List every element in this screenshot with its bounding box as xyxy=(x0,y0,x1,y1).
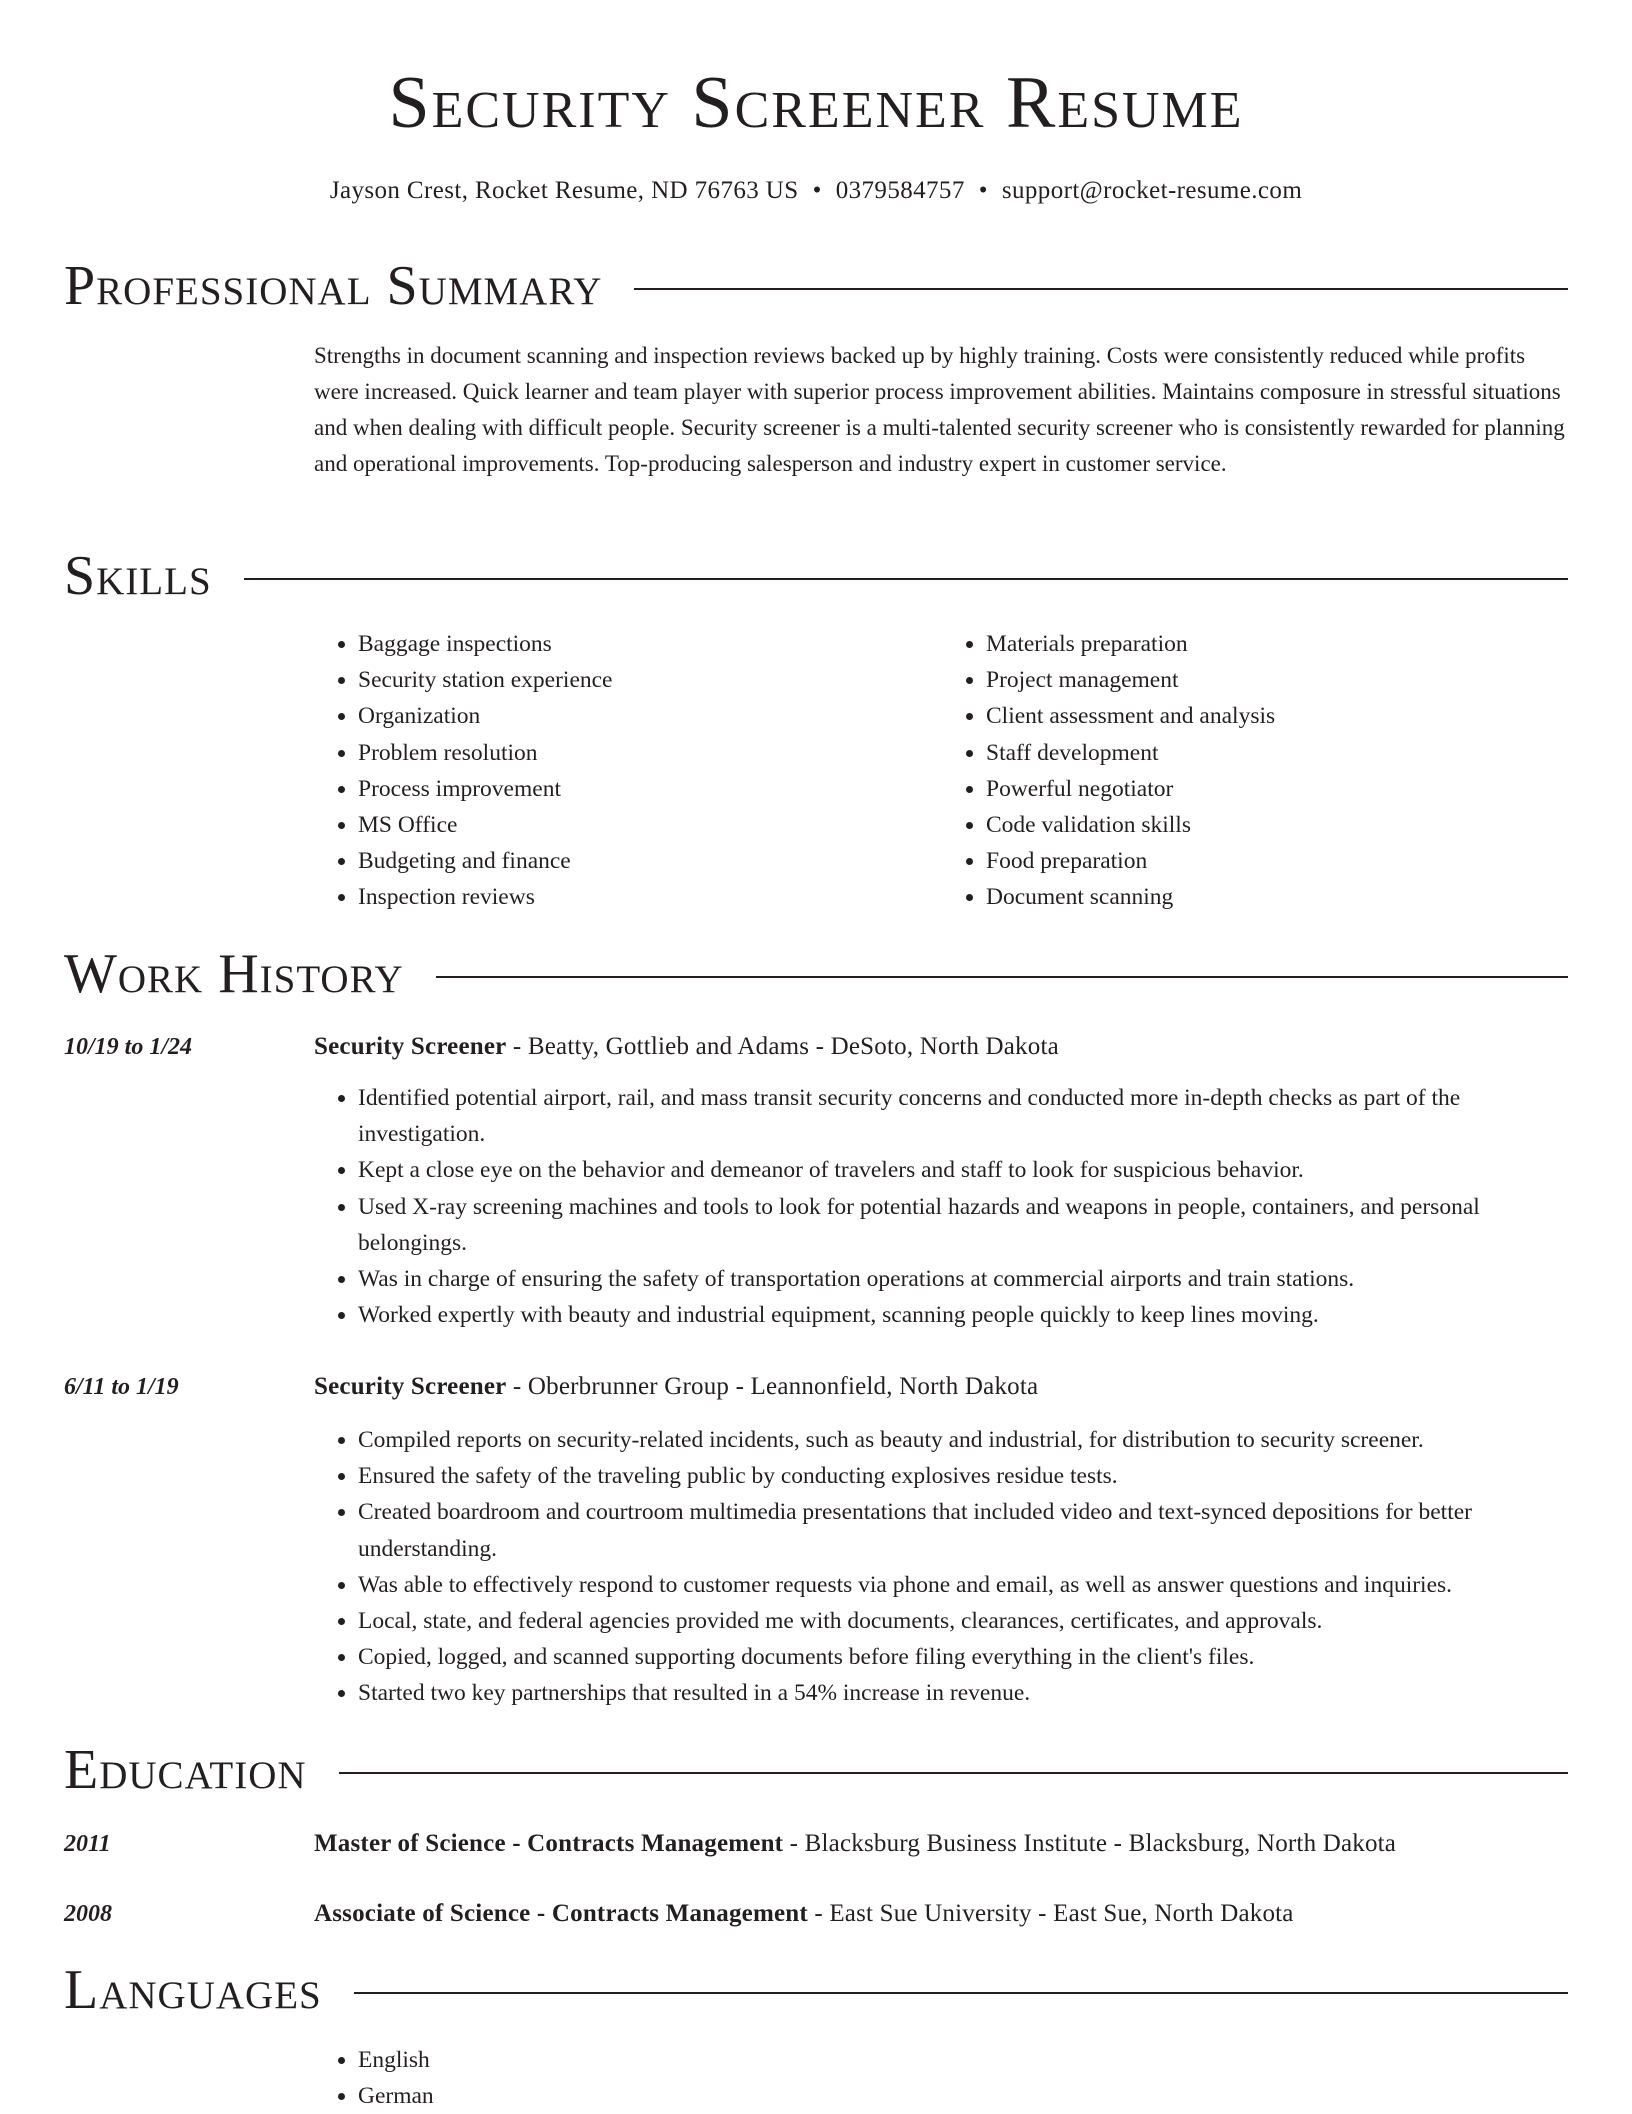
work-bullet: • Ensured the safety of the traveling public by conducting explosives residue tests. xyxy=(358,1458,1570,1494)
languages-section-heading xyxy=(64,1958,1568,2022)
skill-item: • Powerful negotiator xyxy=(986,771,1570,807)
education-line xyxy=(314,1896,1570,1932)
skill-item: • Client assessment and analysis xyxy=(986,698,1570,734)
skill-item: • Problem resolution xyxy=(358,735,942,771)
education-year: 2008 xyxy=(64,1901,112,1927)
resume-title: Security Screener Resume xyxy=(388,62,1244,144)
summary-text: Strengths in document scanning and inspection reviews backed up by highly training. Costs were consistently reduced while profits were increased. Quick learner and team player with superior process improvement abilities. Maintains composure in stressful situations and when dealing with difficult people. Security screener is a multi-talented security screener who is consistently rewarded for planning and operational improvements. Top-producing salesperson and industry expert in customer service. xyxy=(314,343,1565,476)
work-heading-line xyxy=(314,1029,1570,1065)
work-heading-line xyxy=(314,1369,1570,1405)
skill-item: • Baggage inspections xyxy=(358,626,942,662)
skills-columns xyxy=(314,626,1570,916)
contact-separator: • xyxy=(812,177,822,204)
school-details: - Blacksburg Business Institute - Blacksburg, North Dakota xyxy=(783,1830,1397,1857)
work-bullet: • Kept a close eye on the behavior and demeanor of travelers and staff to look for suspicious behavior. xyxy=(358,1152,1570,1188)
job-title: Security Screener xyxy=(314,1373,507,1400)
work-bullet: • Used X-ray screening machines and tools to look for potential hazards and weapons in people, containers, and personal belongings. xyxy=(358,1189,1570,1261)
skill-item: • Organization xyxy=(358,698,942,734)
degree: Master of Science - Contracts Management xyxy=(314,1830,784,1857)
skill-item: • Code validation skills xyxy=(986,807,1570,843)
section-divider xyxy=(436,976,1568,978)
skill-item: • Staff development xyxy=(986,735,1570,771)
languages-list xyxy=(314,2042,958,2114)
section-divider xyxy=(354,1992,1568,1994)
contact-email[interactable]: support@rocket-resume.com xyxy=(1001,177,1303,204)
section-divider xyxy=(634,288,1568,290)
education-heading: Education xyxy=(64,1739,307,1801)
contact-phone: 0379584757 xyxy=(835,177,965,204)
work-bullet: • Copied, logged, and scanned supporting documents before filing everything in the client's files. xyxy=(358,1639,1570,1675)
skill-item: • Budgeting and finance xyxy=(358,843,942,879)
work-bullets xyxy=(314,1080,1570,1333)
work-bullet: • Was able to effectively respond to customer requests via phone and email, as well as answer questions and inquiries. xyxy=(358,1567,1570,1603)
skill-item: • Process improvement xyxy=(358,771,942,807)
skill-item: • Security station experience xyxy=(358,662,942,698)
skill-item: • Project management xyxy=(986,662,1570,698)
skill-item: • Food preparation xyxy=(986,843,1570,879)
skills-list-left xyxy=(314,626,942,916)
job-details: - Beatty, Gottlieb and Adams - DeSoto, North Dakota xyxy=(506,1033,1059,1060)
work-bullet: • Compiled reports on security-related incidents, such as beauty and industrial, for distribution to security screener. xyxy=(358,1422,1570,1458)
education-section-heading xyxy=(64,1738,1568,1802)
work-heading: Work History xyxy=(64,943,404,1005)
work-bullet: • Started two key partnerships that resulted in a 54% increase in revenue. xyxy=(358,1675,1570,1711)
summary-heading: Professional Summary xyxy=(64,255,603,317)
education-line xyxy=(314,1826,1570,1862)
work-section-heading xyxy=(64,942,1568,1006)
contact-separator: • xyxy=(978,177,988,204)
job-title: Security Screener xyxy=(314,1033,507,1060)
work-bullet: • Created boardroom and courtroom multimedia presentations that included video and text-synced depositions for better understanding. xyxy=(358,1494,1570,1566)
section-divider xyxy=(244,578,1568,580)
skills-heading: Skills xyxy=(64,545,212,607)
school-details: - East Sue University - East Sue, North Dakota xyxy=(807,1900,1294,1927)
skill-item: • MS Office xyxy=(358,807,942,843)
contact-address: Jayson Crest, Rocket Resume, ND 76763 US xyxy=(329,177,799,204)
languages-heading: Languages xyxy=(64,1959,322,2021)
work-bullets xyxy=(314,1422,1570,1712)
job-details: - Oberbrunner Group - Leannonfield, North Dakota xyxy=(506,1373,1039,1400)
language-item: • English xyxy=(358,2042,958,2078)
language-item: • German xyxy=(358,2078,958,2114)
skill-item: • Inspection reviews xyxy=(358,879,942,915)
skills-list-right xyxy=(942,626,1570,916)
skill-item: • Document scanning xyxy=(986,879,1570,915)
section-divider xyxy=(339,1772,1568,1774)
work-bullet: • Local, state, and federal agencies provided me with documents, clearances, certificates, and approvals. xyxy=(358,1603,1570,1639)
skills-section-heading xyxy=(64,544,1568,608)
summary-section-heading xyxy=(64,254,1568,318)
work-bullet: • Worked expertly with beauty and industrial equipment, scanning people quickly to keep lines moving. xyxy=(358,1297,1570,1333)
skill-item: • Materials preparation xyxy=(986,626,1570,662)
contact-line xyxy=(0,174,1632,208)
education-year: 2011 xyxy=(64,1831,111,1857)
work-dates: 10/19 to 1/24 xyxy=(64,1034,193,1060)
work-dates: 6/11 to 1/19 xyxy=(64,1374,179,1400)
work-bullet: • Was in charge of ensuring the safety of transportation operations at commercial airports and train stations. xyxy=(358,1261,1570,1297)
degree: Associate of Science - Contracts Management xyxy=(314,1900,808,1927)
work-bullet: • Identified potential airport, rail, and mass transit security concerns and conducted more in-depth checks as part of the investigation. xyxy=(358,1080,1570,1152)
